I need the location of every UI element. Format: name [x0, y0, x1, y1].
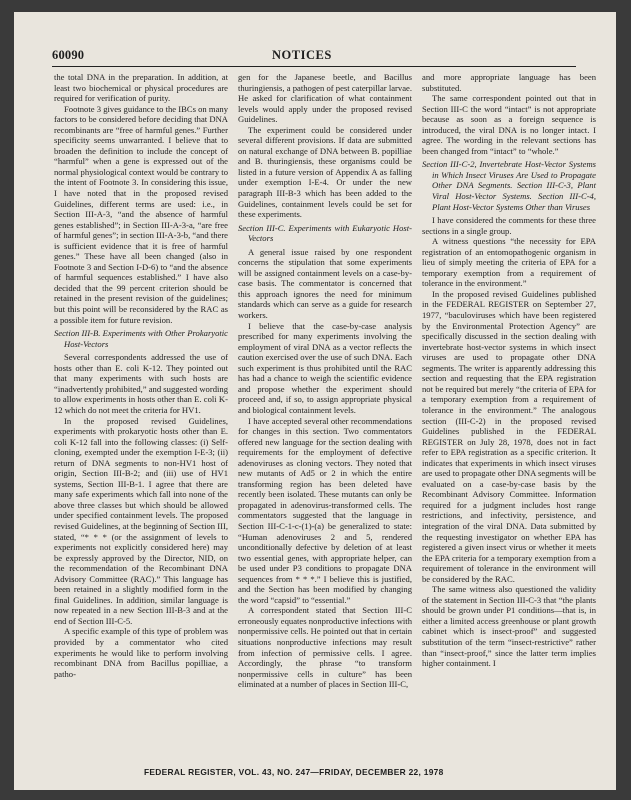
paragraph: The same correspondent pointed out that in Section III-C the word “intact” is not appropriate because as soon as a foreign sequence is introduced, the viral DNA is no longer intact. I agree. The wording in the relevant sections has been changed from “intact” to “whole.”	[422, 93, 596, 156]
paragraph: A witness questions “the necessity for EPA registration of an entomopathogenic organism in lieu of simply meeting the criteria of EPA for a temporary exemption from a requirement of tolerance in the environment.”	[422, 236, 596, 289]
paragraph: A general issue raised by one respondent concerns the stipulation that some experiments will be assigned containment levels on a case-by-case basis. The commentator is concerned that this approach ignores the need for minimum standards which can serve as a guide for research workers.	[238, 246, 412, 321]
paragraph: and more appropriate language has been substituted.	[422, 72, 596, 93]
paragraph: A specific example of this type of problem was provided by a commentator who cited experiments he would like to perform involving recombinant DNA from Bacillus popilliae, a patho-	[54, 626, 228, 679]
document-page	[14, 12, 616, 790]
paragraph: the total DNA in the preparation. In addition, at least two biochemical or physical procedures are required for verification of purity.	[54, 72, 228, 104]
paragraph: gen for the Japanese beetle, and Bacillus thuringiensis, a pathogen of pest caterpillar larvae. He asked for clarification of what containment levels would apply under the proposed revised Guidelines.	[238, 72, 412, 125]
section-title: NOTICES	[272, 48, 332, 62]
column-left	[54, 72, 228, 679]
paragraph: Several correspondents addressed the use of hosts other than E. coli K-12. They pointed out that many experiments with such hosts are “inadvertently prohibited,” and suggested wording to allow experiments in hosts other than E. coli K-12 which do not meet the criteria for HV1.	[54, 352, 228, 415]
section-heading: Section III-C-2, Invertebrate Host-Vector Systems in Which Insect Viruses Are Used to Propagate Other DNA Segments. Section III-C-3, Plant Viral Host-Vector Systems. Section III-C-4, Plant Host-Vector Systems Other than Viruses	[422, 159, 596, 212]
header-rule	[52, 66, 576, 67]
paragraph: I believe that the case-by-case analysis prescribed for many experiments involving the employment of viral DNA as a vector reflects the caution exercised over the use of such DNA. Each such experiment is thus prohibited until the RAC has had a chance to weigh the scientific evidence and propose whether the experiment should proceed and, if so, to assign appropriate physical and biological containment levels.	[238, 320, 412, 415]
page-footer: FEDERAL REGISTER, VOL. 43, NO. 247—FRIDAY, DECEMBER 22, 1978	[144, 767, 444, 777]
paragraph: In the proposed revised Guidelines published in the FEDERAL REGISTER on September 27, 1977, “baculoviruses which have been registered by the Environmental Protection Agency” are specifically discussed in the section dealing with invertebrate host-vector systems in which insect viruses are used to propagate other DNA segments. The writer is apparently addressing this section and requesting that the EPA registration not be required but merely “the criteria of EPA for a temporary exemption from a requirement of tolerance in the environment.” The analogous section (III-C-2) in the proposed revised Guidelines published in the FEDERAL REGISTER on July 28, 1978, does not in fact refer to EPA registration as a specific criterion. It indicates that experiments in which insect viruses are used to propagate other DNA segments will be evaluated on a case-by-case basis by the Recombinant Advisory Committee. Information required for a judgment includes host range restrictions, and infectivity, persistence, and integration of the viral DNA. Data submitted by the requesting investigator on whether EPA has registered a given insect virus or whether it meets the EPA criteria for a temporary exemption from a requirement of tolerance in the environment will be considered by the RAC.	[422, 288, 596, 584]
column-middle	[238, 72, 412, 690]
paragraph: A correspondent stated that Section III-C erroneously equates nonproductive infections with nonpermissive cells. He pointed out that in certain situations nonproductive infections may result from infection of permissive cells. I agree. Accordingly, the phrase “to transform nonpermissive cells in culture” has been eliminated at a number of places in Section III-C,	[238, 605, 412, 690]
page-number: 60090	[52, 48, 85, 62]
paragraph: I have considered the comments for these three sections in a single group.	[422, 215, 596, 236]
section-heading: Section III-C. Experiments with Eukaryotic Host-Vectors	[238, 222, 412, 244]
paragraph: In the proposed revised Guidelines, experiments with prokaryotic hosts other than E. coli K-12 fall into the following classes: (i) Self-cloning, exempted under the exemption I-E-3; (ii) return of DNA segments to non-HV1 host of origin, Section III-B-2; and (iii) use of HV1 systems, Section III-B-1. I agree that there are many safe experiments which fall into none of the above three classes but which should be allowed under specified containment levels. The proposed revised Guidelines, at the beginning of Section III, stated, “* * * (or the assignment of levels to experiments not explicitly considered here) may be expressly approved by the Director, NID, on the recommendation of the Recombinant DNA Advisory Committee (RAC).” This language has been retained in a slightly modified form in the final Guidelines. In addition, similar language is now repeated in a new Section III-B-3 and at the end of Section III-C-5.	[54, 415, 228, 626]
paragraph: The same witness also questioned the validity of the statement in Section III-C-3 that “the plants should be grown under P1 conditions—that is, in either a limited access greenhouse or plant growth cabinet which is insect-proof” and suggested substitution of the term “insect-restrictive” rather than “insect-proof,” since the latter term implies higher containment. I	[422, 584, 596, 669]
section-heading: Section III-B. Experiments with Other Prokaryotic Host-Vectors	[54, 328, 228, 349]
paragraph: I have accepted several other recommendations for changes in this section. Two commentators offered new language for the section dealing with requirements for the employment of defective adenoviruses as cloning vectors. They noted that new mutants of Ad5 or 2 in which the entire transforming region has been deleted have recently been isolated. These mutants can only be propagated in adenovirus-transformed cells. The commentators suggested that the language in Section III-C-1-c-(1)-(a) be generalized to state: “Human adenoviruses 2 and 5, rendered unconditionally defective by deletion of at least two essential genes, with appropriate helper, can be used under P3 conditions to propagate DNA sequences from * * *.” I believe this is justified, and the Section has been modified by changing the word “capsid” to “essential.”	[238, 415, 412, 605]
paragraph: The experiment could be considered under several different provisions. If data are submitted on natural exchange of DNA between B. popilliae and B. thuringiensis, these organisms could be listed in a future version of Appendix A as falling under exemption I-E-4. Or under the new paragraph III-B-3 which has been added to the Guidelines, containment levels could be set for these experiments.	[238, 124, 412, 220]
column-right	[422, 72, 596, 669]
paragraph: Footnote 3 gives guidance to the IBCs on many factors to be considered before deciding that DNA recombinants are “free of harmful genes.” Further specificity seems unwarranted. I believe that to broaden the definition to include the concept of “harmful” when a gene is expressed out of the normal physiological context would be contrary to the intent of Footnote 3. In considering this issue, I have noted that in the proposed revised Guidelines, different terms are used: i.e., in Section III-A-3, “and the absence of harmful genes established”; in Section III-A-3-a, “are free of harmful genes”; in section III-A-3-b, “and there is sufficient evidence that it is free of harmful genes.” These have all been changed (also in Footnote 3 and Section I-D-6) to “and the absence of harmful sequences established.” I have also decided that the 99 percent criterion should be retained in the present revision of the guidelines; but this point will be reconsidered by the RAC as a possible item for future revision.	[54, 103, 228, 325]
